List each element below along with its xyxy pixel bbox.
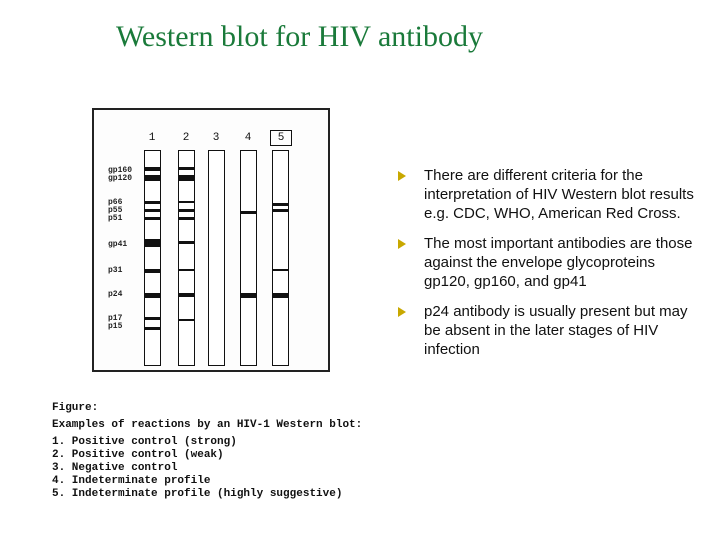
band bbox=[144, 201, 161, 204]
marker-label: p66 bbox=[108, 198, 123, 207]
caption-subheading: Examples of reactions by an HIV-1 Western blot: bbox=[52, 419, 363, 431]
caption-item: 5. Indeterminate profile (highly suggestive) bbox=[52, 488, 343, 500]
figure-caption bbox=[52, 402, 362, 501]
band bbox=[178, 167, 195, 170]
band bbox=[144, 327, 161, 330]
bullet-item bbox=[398, 302, 698, 359]
caption-item: 1. Positive control (strong) bbox=[52, 436, 237, 448]
western-blot-figure bbox=[92, 108, 330, 372]
bullet-item bbox=[398, 234, 698, 291]
band bbox=[178, 269, 195, 271]
bullet-list bbox=[398, 166, 698, 370]
band bbox=[272, 293, 289, 298]
blot-strip-3 bbox=[208, 150, 225, 366]
band bbox=[178, 175, 195, 181]
marker-label: p51 bbox=[108, 214, 123, 223]
band bbox=[144, 293, 161, 298]
band bbox=[144, 239, 161, 247]
bullet-text: The most important antibodies are those against the envelope glycoproteins gp120, gp160, and gp41 bbox=[424, 235, 693, 290]
blot-strip-1 bbox=[144, 150, 161, 366]
band bbox=[240, 211, 257, 214]
slide-title: Western blot for HIV antibody bbox=[116, 20, 483, 53]
band bbox=[144, 317, 161, 320]
band bbox=[272, 209, 289, 212]
band bbox=[144, 269, 161, 273]
band bbox=[272, 203, 289, 206]
caption-item: 4. Indeterminate profile bbox=[52, 475, 211, 487]
blot-strip-4 bbox=[240, 150, 257, 366]
marker-label: p55 bbox=[108, 206, 123, 215]
band bbox=[178, 209, 195, 212]
triangle-bullet-icon bbox=[398, 171, 406, 181]
band bbox=[178, 217, 195, 220]
bullet-text: p24 antibody is usually present but may be absent in the later stages of HIV infection bbox=[424, 303, 688, 358]
marker-label: p24 bbox=[108, 290, 123, 299]
caption-item: 3. Negative control bbox=[52, 462, 178, 474]
lane-number: 4 bbox=[244, 132, 252, 144]
triangle-bullet-icon bbox=[398, 307, 406, 317]
band bbox=[144, 167, 161, 171]
lane-number: 1 bbox=[148, 132, 156, 144]
marker-label: p31 bbox=[108, 266, 123, 275]
marker-label: gp120 bbox=[108, 174, 133, 183]
triangle-bullet-icon bbox=[398, 239, 406, 249]
caption-heading: Figure: bbox=[52, 402, 99, 414]
marker-label: p17 bbox=[108, 314, 123, 323]
marker-label: gp160 bbox=[108, 166, 133, 175]
band bbox=[178, 201, 195, 203]
marker-label: gp41 bbox=[108, 240, 128, 249]
bullet-text: There are different criteria for the interpretation of HIV Western blot results e.g. CDC, WHO, American Red Cross. bbox=[424, 167, 694, 222]
band bbox=[178, 319, 195, 321]
caption-item: 2. Positive control (weak) bbox=[52, 449, 224, 461]
bullet-item bbox=[398, 166, 698, 223]
marker-label: p15 bbox=[108, 322, 123, 331]
band bbox=[144, 209, 161, 212]
band bbox=[272, 269, 289, 271]
band bbox=[144, 175, 161, 181]
lane-number: 5 bbox=[270, 130, 292, 146]
band bbox=[240, 293, 257, 298]
band bbox=[178, 293, 195, 297]
band bbox=[144, 217, 161, 220]
band bbox=[178, 241, 195, 244]
blot-strip-2 bbox=[178, 150, 195, 366]
lane-number: 2 bbox=[182, 132, 190, 144]
blot-strip-5 bbox=[272, 150, 289, 366]
lane-number: 3 bbox=[212, 132, 220, 144]
